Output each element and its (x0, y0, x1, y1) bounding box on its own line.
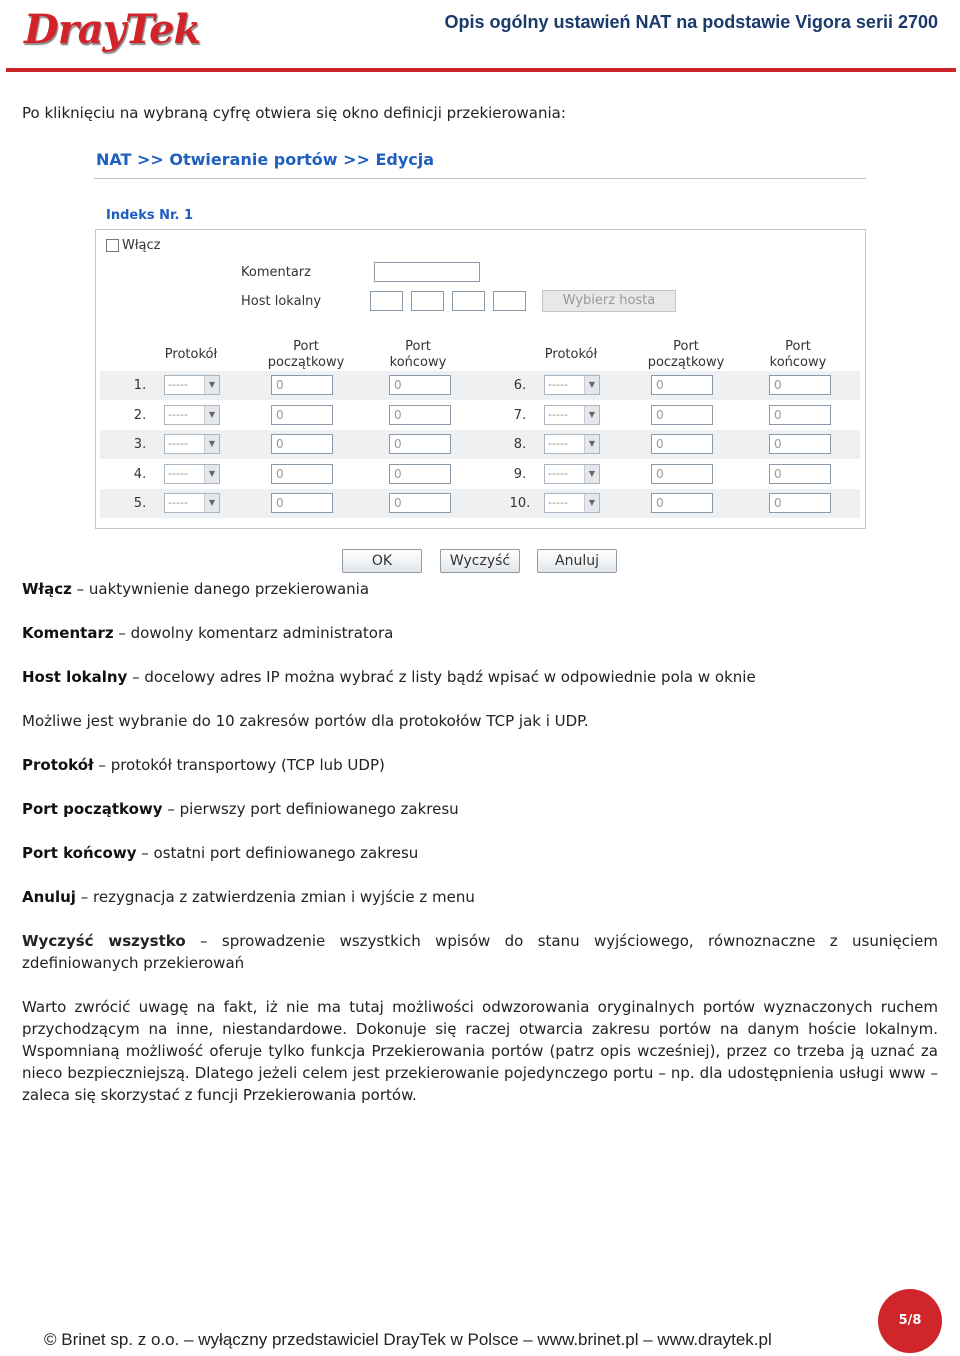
protocol-select-value: ----- (548, 407, 568, 421)
select-host-button[interactable]: Wybierz hosta (542, 290, 676, 312)
start-port-input[interactable]: 0 (651, 493, 713, 513)
port-row-right-2 (480, 401, 860, 430)
protocol-select-value: ----- (548, 466, 568, 480)
row-number[interactable]: 5. (133, 496, 147, 512)
chevron-down-icon: ▼ (584, 435, 599, 453)
chevron-down-icon: ▼ (584, 494, 599, 512)
port-row-left-2 (100, 401, 480, 430)
definition-text: protokół transportowy (TCP lub UDP) (110, 756, 385, 774)
col-protocol-left: Protokół (164, 347, 218, 362)
ip-octet-3-input[interactable] (452, 291, 485, 311)
definition-text: sprowadzenie wszystkich wpisów do stanu wyjściowego, równoznaczne z usunięciem zdefiniowanych przekierowań (22, 932, 939, 972)
protocol-select[interactable] (164, 493, 220, 513)
end-port-input[interactable]: 0 (769, 405, 831, 425)
protocol-select[interactable] (544, 375, 600, 395)
row-number[interactable]: 8. (513, 437, 527, 453)
chevron-down-icon: ▼ (584, 406, 599, 424)
ip-octet-1-input[interactable] (370, 291, 403, 311)
port-row-left-4 (100, 460, 480, 489)
dash: – (167, 800, 175, 818)
dash: – (200, 932, 208, 950)
row-number[interactable]: 6. (513, 378, 527, 393)
summary-paragraph: Warto zwrócić uwagę na fakt, iż nie ma tutaj możliwości odwzorowania oryginalnych portów wyznaczonych ruchem przychodzącym na inne, niestandardowe. Dokonuje się raczej otwarcia zakresu portów na danym hoście lokalnym. Wspomnianą możliwość oferuje tylko funkcja Przekierowania portów (patrz opis wcześniej), przez co trzeba ją uznać za nieco bezpieczniejszą. Dlatego jeżeli celem jest przekierowanie pojedynczego portu – np. dla udostępnienia usługi www – zaleca się skorzystać z funcji Przekierowania portów. (22, 998, 938, 1104)
cancel-button[interactable]: Anuluj (537, 549, 617, 573)
screenshot-breadcrumb: NAT >> Otwieranie portów >> Edycja (96, 150, 435, 169)
chevron-down-icon: ▼ (204, 406, 219, 424)
start-port-input[interactable]: 0 (651, 434, 713, 454)
screenshot-title-divider (94, 178, 866, 179)
ip-octet-4-input[interactable] (493, 291, 526, 311)
row-number[interactable]: 3. (133, 437, 147, 453)
start-port-input[interactable]: 0 (651, 464, 713, 484)
end-port-input[interactable]: 0 (769, 375, 831, 395)
header-divider (6, 68, 956, 72)
definition-term: Port początkowy (22, 800, 163, 818)
start-port-input[interactable]: 0 (271, 493, 333, 513)
ip-octet-2-input[interactable] (411, 291, 444, 311)
dash: – (141, 844, 149, 862)
col-protocol-right: Protokół (544, 347, 598, 362)
ok-button[interactable]: OK (342, 549, 422, 573)
definition-clear-all (22, 930, 938, 974)
end-port-input[interactable]: 0 (769, 493, 831, 513)
end-port-input[interactable]: 0 (769, 434, 831, 454)
definition-term: Włącz (22, 580, 72, 598)
port-row-right-5 (480, 489, 860, 518)
protocol-select-value: ----- (168, 437, 188, 451)
port-row-left-5 (100, 489, 480, 518)
protocol-select-value: ----- (168, 378, 188, 391)
definition-enable (22, 580, 369, 598)
clear-button[interactable]: Wyczyść (440, 549, 520, 573)
dash: – (118, 624, 126, 642)
col-end-port-right: Port końcowy (769, 339, 827, 370)
definition-local-host (22, 668, 756, 686)
definition-start-port (22, 800, 459, 818)
footer-copyright: © Brinet sp. z o.o. – wyłączny przedstawiciel DrayTek w Polsce – www.brinet.pl – www.draytek.pl (44, 1330, 772, 1349)
protocol-select[interactable] (544, 434, 600, 454)
port-row-right-4 (480, 460, 860, 489)
definition-text: ostatni port definiowanego zakresu (153, 844, 419, 862)
protocol-select[interactable] (544, 493, 600, 513)
protocol-select[interactable] (544, 405, 600, 425)
definition-text: pierwszy port definiowanego zakresu (179, 800, 459, 818)
definition-term: Anuluj (22, 888, 76, 906)
start-port-input[interactable]: 0 (271, 434, 333, 454)
definition-term: Komentarz (22, 624, 114, 642)
definition-cancel (22, 888, 475, 906)
row-number[interactable]: 10. (509, 496, 531, 512)
dash: – (132, 668, 140, 686)
start-port-input[interactable]: 0 (651, 405, 713, 425)
start-port-input[interactable]: 0 (271, 375, 333, 395)
chevron-down-icon: ▼ (204, 435, 219, 453)
definition-text: dowolny komentarz administratora (130, 624, 394, 642)
intro-text: Po kliknięciu na wybraną cyfrę otwiera się okno definicji przekierowania: (22, 104, 566, 122)
index-label: Indeks Nr. 1 (106, 208, 194, 223)
definition-term: Host lokalny (22, 668, 128, 686)
page-number-badge: 5/8 (878, 1289, 942, 1353)
definition-comment (22, 624, 393, 642)
chevron-down-icon: ▼ (204, 376, 219, 394)
end-port-input[interactable]: 0 (389, 493, 451, 513)
col-start-port-left: Port początkowy (267, 339, 345, 370)
port-row-right-1 (480, 371, 860, 400)
protocol-select-value: ----- (168, 496, 188, 510)
row-number[interactable]: 4. (133, 466, 147, 482)
protocol-select-value: ----- (548, 437, 568, 451)
protocol-select[interactable] (164, 405, 220, 425)
end-port-input[interactable]: 0 (389, 405, 451, 425)
definition-text: rezygnacja z zatwierdzenia zmian i wyjście z menu (93, 888, 475, 906)
col-start-port-right: Port początkowy (647, 339, 725, 370)
protocol-select[interactable] (164, 464, 220, 484)
chevron-down-icon: ▼ (204, 494, 219, 512)
port-row-right-3 (480, 430, 860, 459)
draytek-logo: DrayTek (24, 6, 201, 53)
row-number[interactable]: 2. (133, 407, 147, 423)
local-host-label: Host lokalny (241, 294, 322, 309)
col-end-port-left: Port końcowy (389, 339, 447, 370)
end-port-input[interactable]: 0 (769, 464, 831, 484)
chevron-down-icon: ▼ (204, 465, 219, 483)
dash: – (80, 888, 89, 906)
enable-checkbox[interactable] (106, 239, 119, 252)
definition-text: uaktywnienie danego przekierowania (88, 580, 370, 598)
protocol-select-value: ----- (548, 378, 568, 391)
comment-input[interactable] (374, 262, 480, 282)
start-port-input[interactable]: 0 (651, 375, 713, 395)
enable-label: Włącz (122, 238, 161, 253)
protocol-select[interactable] (164, 434, 220, 454)
dash: – (98, 756, 106, 774)
port-row-left-3 (100, 430, 480, 459)
definition-text: docelowy adres IP można wybrać z listy bądź wpisać w odpowiednie pola w oknie (144, 668, 756, 686)
definition-term: Protokół (22, 756, 94, 774)
end-port-input[interactable]: 0 (389, 464, 451, 484)
chevron-down-icon: ▼ (584, 376, 599, 394)
enable-option[interactable] (106, 238, 161, 253)
port-row-left-1 (100, 371, 480, 400)
protocol-select[interactable] (164, 375, 220, 395)
comment-label: Komentarz (241, 265, 311, 280)
definition-term: Port końcowy (22, 844, 137, 862)
dash: – (76, 580, 85, 598)
nat-edit-screenshot (94, 140, 866, 580)
protocol-select-value: ----- (168, 407, 188, 421)
row-number[interactable]: 1. (133, 378, 147, 393)
row-number[interactable]: 7. (513, 407, 527, 423)
protocol-select-value: ----- (548, 496, 568, 510)
end-port-input[interactable]: 0 (389, 434, 451, 454)
definition-end-port (22, 844, 418, 862)
document-title: Opis ogólny ustawień NAT na podstawie Vigora serii 2700 (444, 12, 938, 32)
protocol-select-value: ----- (168, 466, 188, 480)
note-ranges: Możliwe jest wybranie do 10 zakresów portów dla protokołów TCP jak i UDP. (22, 712, 589, 730)
definition-term: Wyczyść wszystko (22, 932, 186, 950)
chevron-down-icon: ▼ (584, 465, 599, 483)
port-open-panel (95, 229, 866, 529)
start-port-input[interactable]: 0 (271, 405, 333, 425)
start-port-input[interactable]: 0 (271, 464, 333, 484)
row-number[interactable]: 9. (513, 466, 527, 482)
end-port-input[interactable]: 0 (389, 375, 451, 395)
protocol-select[interactable] (544, 464, 600, 484)
definition-protocol (22, 756, 385, 774)
